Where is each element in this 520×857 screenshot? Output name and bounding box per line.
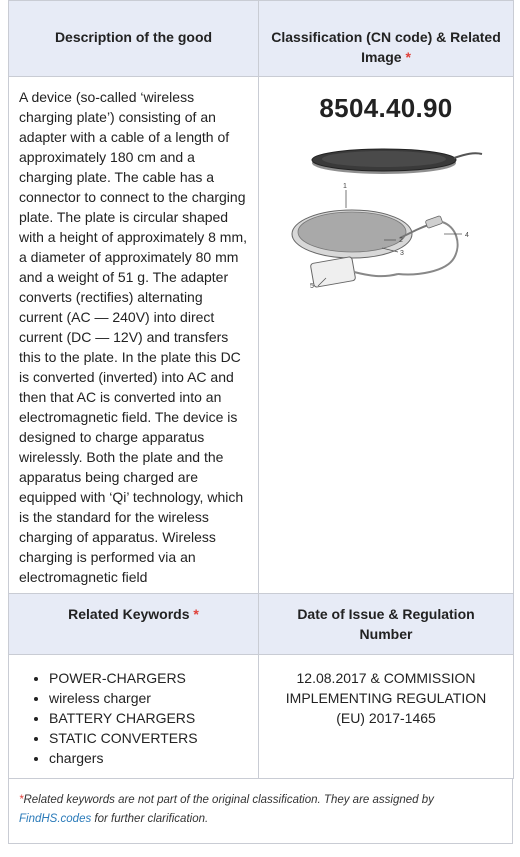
keyword-item: • POWER-CHARGERS: [49, 668, 248, 688]
description-header-label: Description of the good: [54, 29, 213, 45]
required-mark: *: [193, 606, 199, 622]
cn-code: 8504.40.90: [319, 93, 453, 123]
header-row-1: [9, 1, 514, 77]
content-row-2: [9, 655, 514, 779]
footnote: [8, 779, 513, 844]
callout-3: 3: [400, 250, 404, 257]
classification-header-label: Classification (CN code) & Related Image: [271, 29, 501, 65]
callout-5: 5: [310, 283, 314, 288]
keyword-item: • chargers: [49, 748, 248, 768]
callout-1: 1: [343, 183, 347, 190]
findhs-link[interactable]: FindHS.codes: [19, 813, 92, 825]
required-mark: *: [405, 49, 411, 65]
classification-header: [259, 1, 514, 77]
description-text: A device (so-called ‘wireless charging plate’) consisting of an adapter with a cable of a length of approximately 180 cm and a charging plate. The cable has a connector to connect to the charging plate. The plate is circular shaped with a height of approximately 8 mm, a diameter of approximately 80 mm and a weight of 51 g. The adapter converts (rectifies) alternating current (AC — 240V) into direct current (DC — 12V) and transfers this to the plate. In the plate this DC is converted (inverted) into AC and then that AC is converted into an electromagnetic field. The device is designed to charge apparatus wirelessly. Both the plate and the apparatus being charged are equipped with ‘Qi’ technology, which is the standard for the wireless charging of apparatus. Wireless charging is performed via an electromagnetic field: [19, 89, 247, 585]
adapter: [310, 257, 356, 288]
keyword-item: • BATTERY CHARGERS: [49, 708, 248, 728]
classification-table: [8, 0, 514, 779]
keywords-header-label: Related Keywords: [68, 606, 190, 622]
plate-lower: [298, 212, 406, 252]
footnote-mark: *: [19, 794, 24, 806]
keyword-item: • wireless charger: [49, 688, 248, 708]
callout-2: 2: [399, 237, 403, 244]
keywords-list: [19, 668, 248, 768]
classification-card: [8, 0, 513, 844]
keywords-header: [9, 594, 259, 655]
description-cell: [9, 77, 259, 594]
content-row-1: [9, 77, 514, 594]
description-header: [9, 1, 259, 77]
keywords-cell: [9, 655, 259, 779]
product-image: [286, 148, 486, 288]
callout-4: 4: [465, 232, 469, 239]
keyword-item: • STATIC CONVERTERS: [49, 728, 248, 748]
header-row-2: [9, 594, 514, 655]
classification-cell: [259, 77, 514, 594]
date-cell: [259, 655, 514, 779]
date-regulation: 12.08.2017 & COMMISSION IMPLEMENTING REGULATION (EU) 2017-1465: [285, 670, 487, 726]
date-header-label: Date of Issue & Regulation Number: [297, 606, 475, 642]
date-header: [259, 594, 514, 655]
footnote-text-after: for further clarification.: [91, 813, 209, 825]
footnote-text-before: Related keywords are not part of the original classification. They are assigned by: [23, 794, 434, 806]
